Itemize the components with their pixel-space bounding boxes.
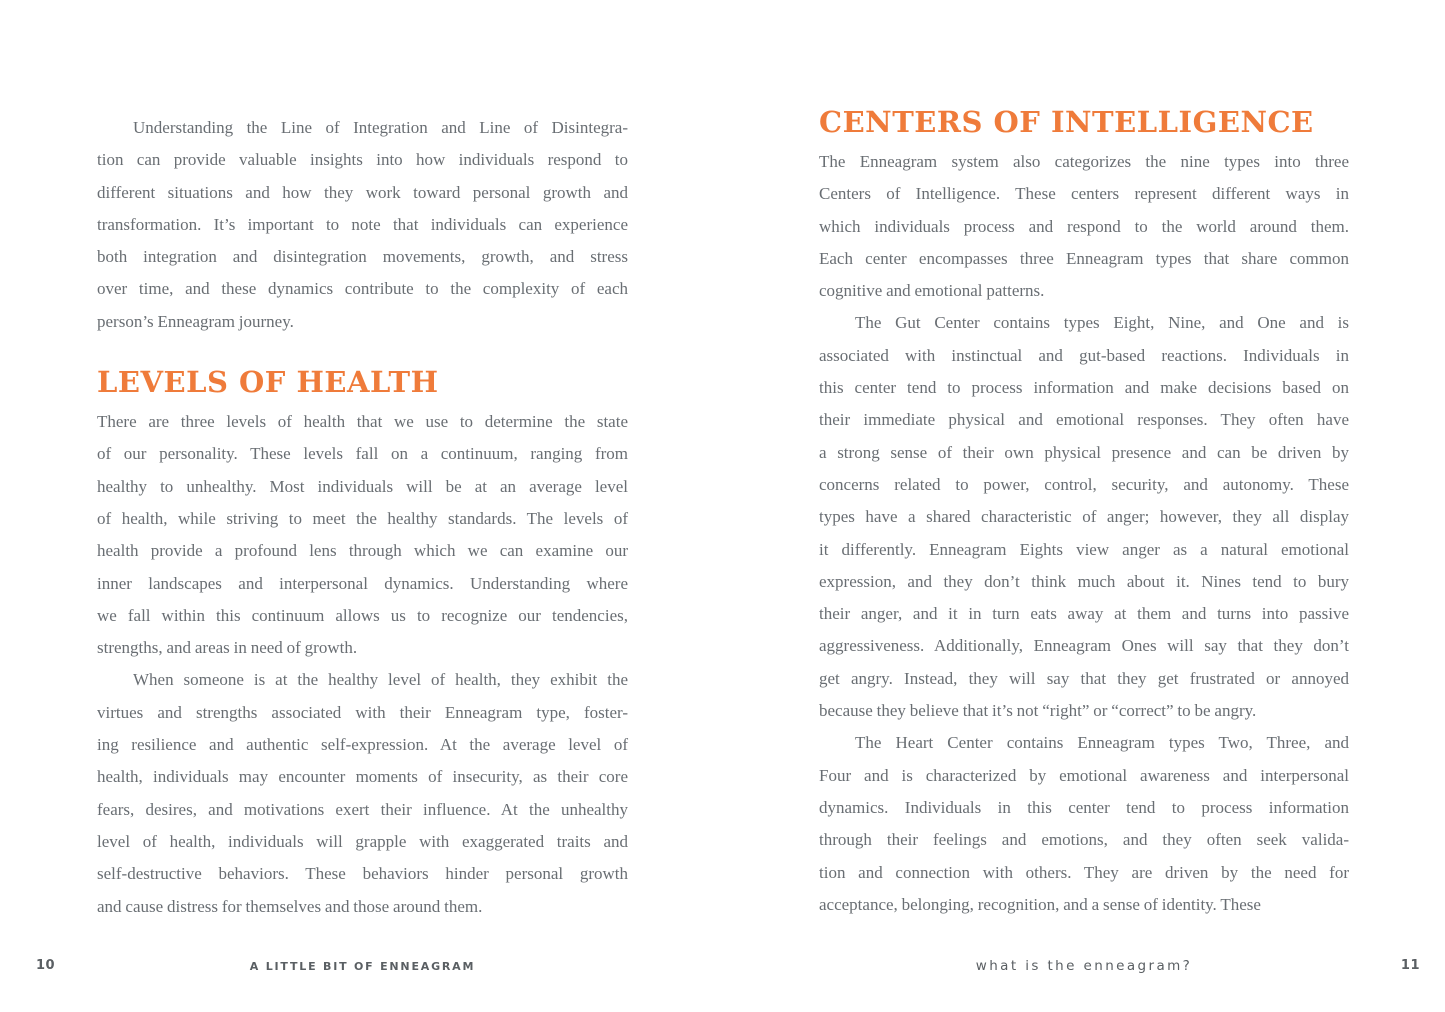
left-running-footer: A LITTLE BIT OF ENNEAGRAM xyxy=(249,960,476,973)
text-line: self-destructive behaviors. These behaviors hinder personal growth xyxy=(97,864,628,884)
text-line: aggressiveness. Additionally, Enneagram Ones will say that they don’t xyxy=(819,636,1349,656)
text-line: The Heart Center contains Enneagram types Two, Three, and xyxy=(855,733,1349,753)
text-line: level of health, individuals will grapple with exaggerated traits and xyxy=(97,831,628,851)
text-line: virtues and strengths associated with their Enneagram type, foster- xyxy=(97,702,628,722)
text-line: types have a shared characteristic of anger; however, they all display xyxy=(819,507,1349,527)
text-line: health provide a profound lens through which we can examine our xyxy=(97,541,628,561)
text-line: ing resilience and authentic self-expression. At the average level of xyxy=(97,735,628,755)
text-line: which individuals process and respond to the world around them. xyxy=(819,216,1349,236)
text-line: because they believe that it’s not “right” or “correct” to be angry. xyxy=(819,701,1257,721)
text-line: There are three levels of health that we use to determine the state xyxy=(97,412,628,432)
text-line: inner landscapes and interpersonal dynamics. Understanding where xyxy=(97,573,628,593)
text-line: their immediate physical and emotional responses. They often have xyxy=(819,410,1349,430)
text-line: different situations and how they work toward personal growth and xyxy=(97,182,628,202)
right-running-footer: what is the enneagram? xyxy=(975,958,1193,974)
text-line: strengths, and areas in need of growth. xyxy=(97,638,358,658)
text-line: concerns related to power, control, security, and autonomy. These xyxy=(819,474,1349,494)
text-line: over time, and these dynamics contribute to the complexity of each xyxy=(97,279,628,299)
text-line: through their feelings and emotions, and they often seek valida- xyxy=(819,830,1349,850)
section-heading: LEVELS OF HEALTH xyxy=(97,365,439,400)
text-line: Centers of Intelligence. These centers represent different ways in xyxy=(819,184,1349,204)
left-page-text-column xyxy=(97,112,628,923)
text-line: a strong sense of their own physical presence and can be driven by xyxy=(819,442,1349,462)
paragraph xyxy=(819,727,1349,921)
text-line: of our personality. These levels fall on a continuum, ranging from xyxy=(97,444,628,464)
paragraph xyxy=(819,307,1349,727)
text-line: it differently. Enneagram Eights view anger as a natural emotional xyxy=(819,539,1349,559)
paragraph xyxy=(819,146,1349,307)
text-line: get angry. Instead, they will say that they get frustrated or annoyed xyxy=(819,668,1349,688)
left-page-number: 10 xyxy=(36,958,56,973)
text-line: tion and connection with others. They are driven by the need for xyxy=(819,862,1349,882)
text-line: this center tend to process information and make decisions based on xyxy=(819,378,1349,398)
text-line: cognitive and emotional patterns. xyxy=(819,281,1045,301)
paragraph xyxy=(97,664,628,922)
text-line: The Gut Center contains types Eight, Nine, and One and is xyxy=(855,313,1349,333)
text-line: person’s Enneagram journey. xyxy=(97,311,294,331)
text-line: tion can provide valuable insights into how individuals respond to xyxy=(97,150,628,170)
text-line: The Enneagram system also categorizes the nine types into three xyxy=(819,152,1349,171)
text-line: When someone is at the healthy level of health, they exhibit the xyxy=(133,670,628,690)
text-line: Each center encompasses three Enneagram types that share common xyxy=(819,248,1349,268)
text-line: associated with instinctual and gut-based reactions. Individuals in xyxy=(819,345,1349,365)
paragraph xyxy=(97,406,628,664)
text-line: dynamics. Individuals in this center tend to process information xyxy=(819,797,1349,817)
right-page-number: 11 xyxy=(1400,958,1420,973)
text-line: we fall within this continuum allows us to recognize our tendencies, xyxy=(97,605,628,625)
text-line: of health, while striving to meet the healthy standards. The levels of xyxy=(97,508,628,528)
text-line: Four and is characterized by emotional awareness and interpersonal xyxy=(819,765,1349,785)
section-heading: CENTERS OF INTELLIGENCE xyxy=(819,105,1314,139)
right-page-text-column xyxy=(819,104,1349,921)
text-line: Understanding the Line of Integration and Line of Disintegra- xyxy=(133,118,628,137)
text-line: their anger, and it in turn eats away at them and turns into passive xyxy=(819,604,1349,624)
text-line: both integration and disintegration movements, growth, and stress xyxy=(97,247,628,267)
text-line: expression, and they don’t think much about it. Nines tend to bury xyxy=(819,571,1349,591)
paragraph xyxy=(97,112,628,338)
text-line: healthy to unhealthy. Most individuals will be at an average level xyxy=(97,476,628,496)
text-line: acceptance, belonging, recognition, and a sense of identity. These xyxy=(819,894,1261,914)
text-line: fears, desires, and motivations exert their influence. At the unhealthy xyxy=(97,799,628,819)
text-line: health, individuals may encounter moments of insecurity, as their core xyxy=(97,767,628,787)
text-line: and cause distress for themselves and those around them. xyxy=(97,896,483,916)
text-line: transformation. It’s important to note that individuals can experience xyxy=(97,214,628,234)
